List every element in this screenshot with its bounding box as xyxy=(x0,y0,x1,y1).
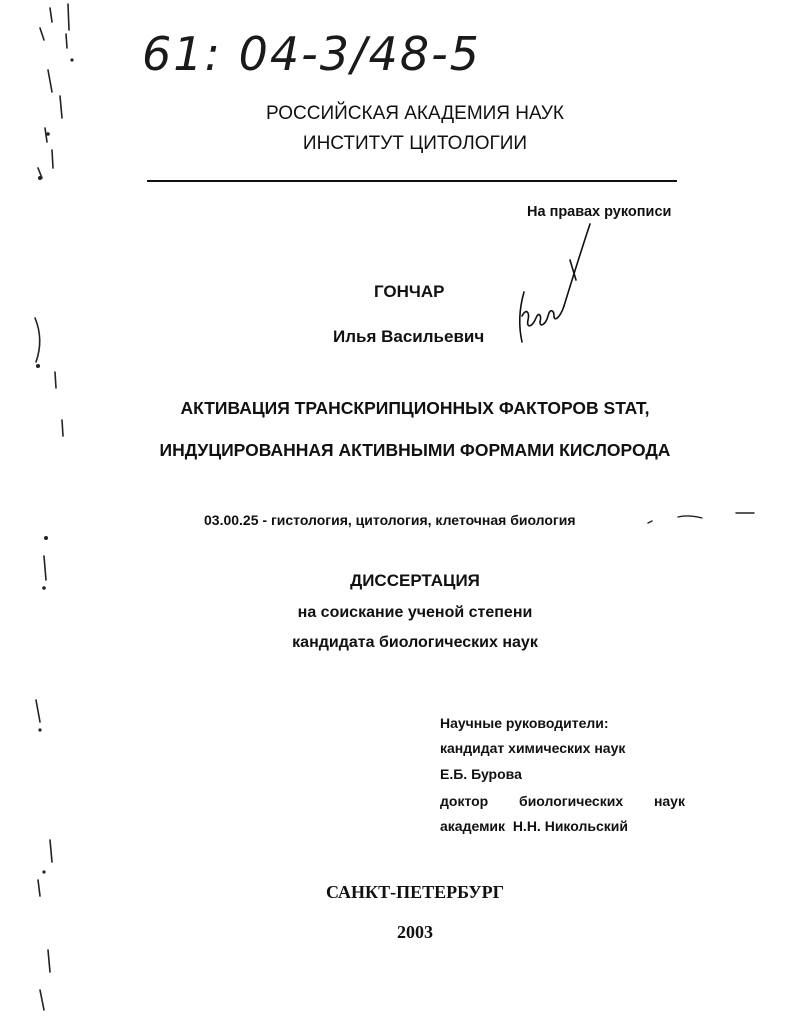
specialty-code: 03.00.25 - гистология, цитология, клеточная биология xyxy=(204,512,576,528)
manuscript-rights-note: На правах рукописи xyxy=(527,204,672,220)
publication-city: САНКТ-ПЕТЕРБУРГ xyxy=(325,882,505,902)
author-given-names: Илья Васильевич xyxy=(333,327,485,346)
publication-year: 2003 xyxy=(397,922,433,942)
handwritten-archive-number-text: 61: 04-3/48-5 xyxy=(142,27,481,81)
supervisor-1-degree: кандидат химических наук xyxy=(440,740,626,756)
degree-purpose: на соискание ученой степени xyxy=(297,604,533,621)
supervisor-2-degree xyxy=(440,793,685,809)
thesis-title-line-2: ИНДУЦИРОВАННАЯ АКТИВНЫМИ ФОРМАМИ КИСЛОРОДА xyxy=(159,440,671,460)
degree-name: кандидата биологических наук xyxy=(292,634,538,651)
supervisors-heading: Научные руководители: xyxy=(440,715,609,731)
supervisor-2-degree-word-3: наук xyxy=(653,793,685,809)
supervisor-2-degree-word-1: доктор xyxy=(440,793,489,809)
institute-name: ИНСТИТУТ ЦИТОЛОГИИ xyxy=(302,133,528,154)
supervisor-2-name: академик Н.Н. Никольский xyxy=(440,818,628,834)
thesis-title-line-1: АКТИВАЦИЯ ТРАНСКРИПЦИОННЫХ ФАКТОРОВ STAT, xyxy=(180,398,650,418)
author-signature xyxy=(510,220,605,350)
handwritten-archive-number xyxy=(140,18,540,88)
author-surname: ГОНЧАР xyxy=(374,282,445,301)
supervisor-2-degree-word-2: биологических xyxy=(519,793,624,809)
header-divider xyxy=(147,180,677,182)
academy-name: РОССИЙСКАЯ АКАДЕМИЯ НАУК xyxy=(265,103,565,124)
document-type: ДИССЕРТАЦИЯ xyxy=(350,571,480,590)
stray-scan-marks xyxy=(640,505,760,535)
supervisor-1-name: Е.Б. Бурова xyxy=(440,766,522,782)
